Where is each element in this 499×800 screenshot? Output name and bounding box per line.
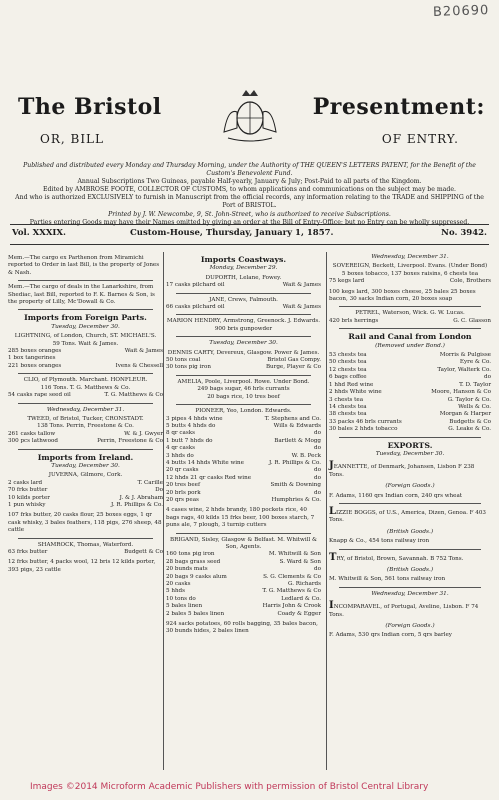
cargo-consignee: Burge, Player & Co (265, 364, 321, 371)
cargo-consignee: Taylor, Walterk Co. (437, 366, 491, 373)
cargo-goods: 1 pun whisky (8, 501, 46, 508)
cargo-row (329, 352, 491, 359)
masthead-sub-right: OF ENTRY. (381, 132, 459, 146)
ship-name: AMELIA, Poole, Liverpool. Rowe. Under Bond. (177, 378, 310, 385)
cargo-consignee: do (484, 374, 491, 381)
cargo-goods: 3 hhds do (166, 452, 194, 459)
cargo-row (329, 318, 491, 325)
cargo-row (166, 603, 321, 610)
cargo-goods: 20 qrs peas (166, 496, 199, 503)
preamble-line: Printed by J. W. Newcombe, 9, St. John-Street, who is authorized to receive Subscriptions. (108, 210, 391, 218)
export-entry (329, 462, 491, 479)
cargo-consignee: Wells & Co. (458, 403, 491, 410)
cargo-consignee: Bartlett & Mogg (274, 437, 321, 444)
preamble-line: Annual Subscriptions Two Guineas, payable Half-yearly, January & July; Post-Paid to all parts of the Kingdom. (77, 178, 422, 186)
cargo-goods: 14 chests tea (329, 403, 367, 410)
cargo-consignee: do (314, 566, 321, 573)
ship-name: BRIGAND, Sisley, Glasgow & Belfast. M. Whitwill & Son, Agents. (170, 536, 317, 550)
cargo-goods: 70 frks butter (8, 487, 48, 494)
cargo-consignee: Wait & James (282, 282, 321, 289)
cargo-row (166, 596, 321, 603)
goods-class: (British Goods.) (386, 528, 434, 535)
divider (18, 449, 153, 450)
preamble-line: And who is authorized EXCLUSIVELY to furnish in Manuscript from the official records, any information relating to the TRADE and SHIPPING of the Port of BRISTOL. (15, 194, 484, 210)
cargo-consignee: Smith & Downing (270, 482, 321, 489)
issue-date: Custom-House, Thursday, January 1, 1857. (130, 228, 334, 238)
cargo-consignee: Wait & James (282, 304, 321, 311)
cargo-consignee: S. G. Clements & Co (263, 573, 321, 580)
divider (18, 538, 153, 539)
cargo-goods: 160 tons pig iron (166, 551, 215, 558)
cargo-row (166, 559, 321, 566)
ship-name: LIGHTNING, of London, Church, ST. MICHAEL'S. (14, 333, 157, 340)
divider (18, 403, 153, 404)
memo: Mem.—The cargo of deals in the Lanarkshire, from Shediac, last Bill, reported to F. K. Barnes & Son, is the property of Lilly, Mc'Dowall & Co. (8, 284, 155, 306)
cargo-consignee: Wills & Edwards (273, 422, 321, 429)
divider (18, 373, 153, 374)
divider (18, 309, 153, 310)
cargo-consignee: Eyre & Co. (459, 359, 491, 366)
cargo-consignee: T. D. Taylor (459, 381, 491, 388)
section-date: Tuesday, December 30. (51, 462, 120, 469)
cargo-row (166, 304, 321, 311)
cargo-consignee: do (314, 467, 321, 474)
cargo-consignee: Morris & Pulgisse (439, 352, 491, 359)
cargo-note: 924 sacks potatoes, 60 rolls bagging, 35 bales bacon, 30 bunds hides, 2 bales linen (166, 621, 318, 635)
cargo-row (166, 497, 321, 504)
cargo-consignee: J. & J. Abraham (119, 494, 163, 501)
cargo-note: F. Adams, 1160 qrs Indian corn, 240 qrs wheat (329, 492, 463, 499)
cargo-consignee: G. Taylor & Co. (447, 396, 491, 403)
cargo-row (329, 404, 491, 411)
ship-name: JUVERNA, Gilmore, Cork. (48, 472, 123, 479)
cargo-goods: 12 chests tea (329, 366, 367, 373)
cargo-row (329, 382, 491, 389)
cargo-row (329, 374, 491, 381)
cargo-consignee: G. Richards (287, 581, 321, 588)
cargo-goods: 1 box tangerines (8, 355, 56, 362)
cargo-row (166, 581, 321, 588)
cargo-goods: 6 bags coffee (329, 374, 367, 381)
cargo-row (166, 467, 321, 474)
column-1 (8, 252, 163, 577)
cargo-row (329, 359, 491, 366)
ship-name: JANE, Crews, Falmouth. (209, 296, 278, 303)
section-date: Wednesday, December 31. (371, 590, 449, 597)
cargo-goods: 420 brls herrings (329, 317, 379, 324)
export-ship: IZZIE BOGGS, of U.S., America, Dizen, Genoa. F 403 Tons. (329, 509, 486, 524)
cargo-consignee: T. G. Matthews & Co (104, 392, 163, 399)
cargo-consignee: W. B. Peck (291, 452, 321, 459)
column-divider (326, 252, 327, 770)
cargo-goods: 221 boxes oranges (8, 362, 62, 369)
cargo-goods: 10 kilds porter (8, 494, 50, 501)
divider (176, 533, 311, 534)
cargo-goods: 53 chests tea (329, 352, 367, 359)
cargo-goods: 38 chests tea (329, 411, 367, 418)
cargo-goods: 54 casks rape seed oil (8, 392, 71, 399)
cargo-row (166, 445, 321, 452)
cargo-row (166, 475, 321, 482)
cargo-goods: 20 brls pork (166, 489, 201, 496)
cargo-list (166, 551, 321, 618)
masthead-title-right: Presentment: (312, 94, 485, 120)
cargo-row (166, 438, 321, 445)
section-date: Wednesday, December 31. (371, 254, 449, 260)
catalogue-stamp: B20690 (432, 3, 490, 20)
cargo-consignee: Ledlard & Co. (281, 595, 321, 602)
cargo-consignee: J. R. Phillips & Co. (269, 459, 321, 466)
cargo-note: 12 frks butter, 4 packs wool, 12 bris 12 kilds porter, 393 pigs, 23 cattle (8, 559, 156, 573)
cargo-goods: 20 bunds mats (166, 566, 208, 573)
preamble-line: Parties entering Goods may have their Names omitted by giving an order at the Bill of Entry-Office; but no Entry can be wholly suppressed. (29, 218, 470, 226)
export-ship: NCOMPARAVEL, of Portugal, Aveline, Lisbon. F 74 Tons. (329, 604, 479, 618)
ship-name: DUPORTH, Lelane, Fowey. (205, 274, 282, 281)
cargo-consignee: do (314, 474, 321, 481)
cargo-goods: 28 bags grass seed (166, 558, 221, 565)
cargo-consignee: Wait & James (124, 348, 163, 355)
section-heading: Imports from Foreign Parts. (24, 313, 147, 323)
cargo-consignee: J. R. Phillips & Co. (111, 501, 163, 508)
cargo-row (329, 397, 491, 404)
cargo-goods: 33 packs 46 brls currants (329, 418, 402, 425)
drop-cap: J (329, 460, 334, 472)
cargo-row (166, 588, 321, 595)
goods-class: (Foreign Goods.) (385, 483, 435, 490)
cargo-row (8, 487, 163, 494)
cargo-note: 5 boxes tobacco, 137 boxes raisins, 6 chests tea (341, 270, 479, 277)
cargo-row (329, 426, 491, 433)
cargo-consignee: T. Stephens and Co. (264, 415, 321, 422)
cargo-consignee: M. Whitwill & Son (268, 551, 321, 558)
cargo-row (166, 566, 321, 573)
cargo-goods: 3 pipes 4 hhds wine (166, 415, 223, 422)
royal-crest-icon (218, 88, 282, 146)
export-ship: RY, of Bristol, Brown, Savannah. B 752 Tons. (336, 555, 464, 562)
preamble-line: Published and distributed every Monday and Thursday Morning, under the Authority of THE QUEEN'S LETTERS PATENT, for the Benefit of the Custom's Benevolent Fund. (23, 162, 476, 178)
ship-tonnage: 116 Tons. T. G. Matthews & Co. (40, 384, 131, 391)
ship-name: SHAMROCK, Thomas, Waterford. (37, 541, 134, 548)
cargo-row (8, 438, 163, 445)
section-date: Wednesday, December 31. (46, 406, 125, 413)
cargo-goods: 4 butts 14 hhds White wine (166, 459, 244, 466)
cargo-consignee: S. Ward & Son (279, 558, 321, 565)
divider (339, 328, 481, 329)
cargo-row (8, 502, 163, 509)
section-subheading: (Removed under Bond.) (375, 342, 445, 349)
section-date: Monday, December 29. (209, 265, 278, 272)
cargo-note: Knapp & Co., 454 tons railway iron (329, 538, 430, 545)
drop-cap: L (329, 505, 337, 517)
cargo-row (166, 453, 321, 460)
cargo-goods: 66 casks pilchard oil (166, 304, 225, 311)
cargo-row (166, 416, 321, 423)
cargo-row (329, 419, 491, 426)
cargo-goods: 2 casks lard (8, 479, 43, 486)
divider (176, 314, 311, 315)
cargo-goods: 4 qr casks (166, 445, 195, 452)
divider (176, 336, 311, 337)
cargo-goods: 17 casks pilchard oil (166, 282, 225, 289)
column-divider (163, 252, 164, 770)
section-heading: Rail and Canal from London (348, 332, 472, 342)
section-date: Tuesday, December 30. (209, 340, 278, 347)
cargo-note: 4 cases wine, 2 hhds brandy, 180 pockets rice, 40 bags rags, 40 kilds 15 frks beer, 100 boxes starch, 7 puns ale, 7 plough, 3 turnip cutters (166, 507, 315, 529)
cargo-consignee: do (314, 445, 321, 452)
cargo-consignee: Perrin, Freestone & Co (97, 438, 163, 445)
cargo-row (8, 431, 163, 438)
cargo-consignee: Bristol Gas Compy. (267, 357, 321, 364)
preamble (14, 162, 485, 227)
cargo-goods: 20 tres beef (166, 482, 201, 489)
cargo-consignee: Cole, Brothers (449, 278, 491, 285)
cargo-consignee: do (314, 430, 321, 437)
export-entry (329, 505, 491, 525)
cargo-row (166, 357, 321, 364)
section-heading: Imports Coastways. (200, 255, 287, 264)
cargo-row (329, 367, 491, 374)
column-3 (329, 252, 491, 640)
cargo-consignee: do (314, 489, 321, 496)
masthead-title-left: The Bristol (18, 94, 162, 120)
divider (176, 375, 311, 376)
cargo-consignee: Ivens & Chessell (115, 362, 163, 369)
cargo-note: 100 kegs lard, 300 boxes cheese, 25 bales 25 boxes bacon, 30 sacks Indian corn, 20 boxes soap (329, 288, 476, 303)
cargo-row (166, 574, 321, 581)
cargo-consignee: Budgetts & Co (449, 418, 491, 425)
cargo-goods: 2 bales 5 bales linen (166, 610, 225, 617)
cargo-row (8, 355, 163, 362)
section-heading: EXPORTS. (387, 440, 433, 450)
cargo-row (8, 363, 163, 370)
cargo-row (8, 392, 163, 399)
cargo-row (8, 348, 163, 355)
export-entry (329, 551, 491, 563)
ship-name: TWEED, of Bristol, Tucker, CRONSTADT. (27, 415, 144, 422)
section-heading: Imports from Ireland. (37, 452, 134, 462)
cargo-row (166, 611, 321, 618)
ship-tonnage: 59 Tons. Wait & James. (52, 340, 119, 347)
cargo-consignee: G. C. Glasson (453, 317, 491, 324)
cargo-goods: 8 qr casks (166, 430, 195, 437)
ship-name: DENNIS CARTY, Devereux, Glasgow. Power & James. (167, 349, 320, 356)
masthead-sub-left: OR, BILL (40, 132, 104, 146)
divider (339, 587, 481, 588)
cargo-row (329, 411, 491, 418)
cargo-goods: 63 frks butter (8, 549, 48, 555)
ship-name: PIONEER, Yeo, London. Edwards. (195, 408, 292, 415)
divider (176, 404, 311, 405)
ship-tonnage: 138 Tons. Perrin, Freestone & Co. (37, 423, 134, 430)
column-2 (166, 252, 321, 639)
cargo-goods: 5 butts 4 hhds do (166, 422, 216, 429)
divider (339, 503, 481, 504)
divider (339, 549, 481, 550)
export-ship: EANNETTE, of Denmark, Johansen, Lisbon F 238 Tons. (329, 464, 475, 478)
cargo-note: 900 bris gunpowder (214, 325, 273, 332)
divider (176, 293, 311, 294)
cargo-goods: 20 casks (166, 581, 191, 588)
volume-line (10, 228, 489, 242)
divider (18, 280, 153, 281)
memo: Mem.—The cargo ex Parthenon from Miramichi reported to Order in last Bill, is the property of Jones & Nash. (8, 255, 160, 276)
cargo-goods: 1 butt 7 hhds do (166, 437, 213, 444)
cargo-goods: 3 chests tea (329, 396, 364, 403)
cargo-note: 20 bags rice, 10 tres beef (207, 393, 280, 400)
ship-name: CLIO, of Plymouth. Marchant. HONFLEUR. (23, 377, 148, 384)
cargo-goods: 75 kegs lard (329, 278, 365, 285)
section-date: Tuesday, December 30. (51, 323, 120, 330)
cargo-consignee: Coady & Egger (277, 610, 321, 617)
export-entry (329, 602, 491, 619)
cargo-note: M. Whitwill & Son, 561 tons railway iron (329, 576, 446, 583)
cargo-goods: 10 tons do (166, 595, 196, 602)
volume-number: Vol. XXXIX. (12, 228, 66, 238)
cargo-row (166, 364, 321, 371)
cargo-row (166, 490, 321, 497)
cargo-row (166, 282, 321, 289)
divider (10, 224, 489, 225)
cargo-goods: 2 hhds White wine (329, 389, 382, 396)
cargo-row (8, 480, 163, 487)
cargo-goods: 5 hhds (166, 588, 185, 595)
copyright-footer: Images ©2014 Microform Academic Publishers with permission of Bristol Central Library (30, 782, 429, 792)
divider (10, 244, 489, 245)
section-date: Tuesday, December 30. (375, 450, 445, 457)
ship-name: PETREL, Waterson, Wick. G. W. Lucas. (355, 310, 465, 317)
cargo-goods: 1 hhd Red wine (329, 381, 374, 388)
cargo-consignee: Do (155, 487, 163, 494)
divider (339, 306, 481, 307)
cargo-row (166, 551, 321, 558)
cargo-list (166, 416, 321, 505)
cargo-goods: 30 tons pig iron (166, 364, 211, 371)
cargo-consignee: W. & J. Gwyer (124, 430, 163, 437)
cargo-consignee: Morgan & Harper (439, 411, 491, 418)
cargo-row (329, 278, 491, 285)
cargo-goods: 30 bales 2 hhds tobacco (329, 426, 398, 433)
cargo-note: 249 bags sugar, 46 hrls currants (197, 386, 290, 393)
cargo-goods: 50 tons coal (166, 357, 201, 364)
cargo-consignee: Humphries & Co. (271, 496, 321, 503)
cargo-row (8, 549, 163, 556)
cargo-goods: 20 bags 9 casks alum (166, 573, 227, 580)
cargo-row (329, 389, 491, 396)
cargo-consignee: Moore, Hanson & Co (431, 389, 491, 396)
cargo-goods: 261 casks tallow (8, 430, 56, 437)
cargo-consignee: G. Leake & Co. (448, 426, 491, 433)
cargo-goods: 285 boxes oranges (8, 348, 62, 355)
cargo-note: F. Adams, 530 qrs Indian corn, 5 qrs barley (329, 632, 452, 639)
cargo-row (166, 423, 321, 430)
issue-number: No. 3942. (441, 228, 487, 238)
cargo-consignee: T. Carille (137, 479, 163, 486)
divider (339, 437, 481, 438)
preamble-line: Edited by AMBROSE FOOTE, COLLECTOR OF CUSTOMS, to whom applications and communications on the subject may be made. (42, 186, 457, 194)
cargo-consignee: Harris John & Crook (262, 603, 321, 610)
cargo-note: 107 frks butter, 20 casks flour, 25 boxes eggs, 1 qr cask whisky, 3 bales feathers, 118 pigs, 276 sheep, 48 cattle (8, 512, 162, 534)
cargo-list (329, 352, 491, 433)
cargo-goods: 5 bales linen (166, 603, 203, 610)
cargo-row (166, 460, 321, 467)
cargo-goods: 20 qr casks (166, 467, 199, 474)
goods-class: (Foreign Goods.) (385, 623, 435, 630)
cargo-row (8, 495, 163, 502)
drop-cap: I (329, 600, 334, 612)
cargo-goods: 12 hhds 21 qr casks Red wine (166, 474, 252, 481)
ship-name: MARION HENDRY, Armstrong, Greenock. J. Edwards. (166, 318, 321, 325)
cargo-consignee: T. G. Matthews & Co (262, 588, 321, 595)
cargo-goods: 300 pcs lathwood (8, 438, 58, 445)
cargo-consignee: Budgett & Co (124, 549, 163, 555)
cargo-goods: 50 chests tea (329, 359, 367, 366)
drop-cap: T (329, 551, 337, 563)
cargo-row (166, 482, 321, 489)
cargo-row (166, 430, 321, 437)
ship-name: SOVEREIGN, Beckett, Liverpool. Evans. (Under Bond) (332, 263, 488, 270)
goods-class: (British Goods.) (386, 567, 434, 573)
